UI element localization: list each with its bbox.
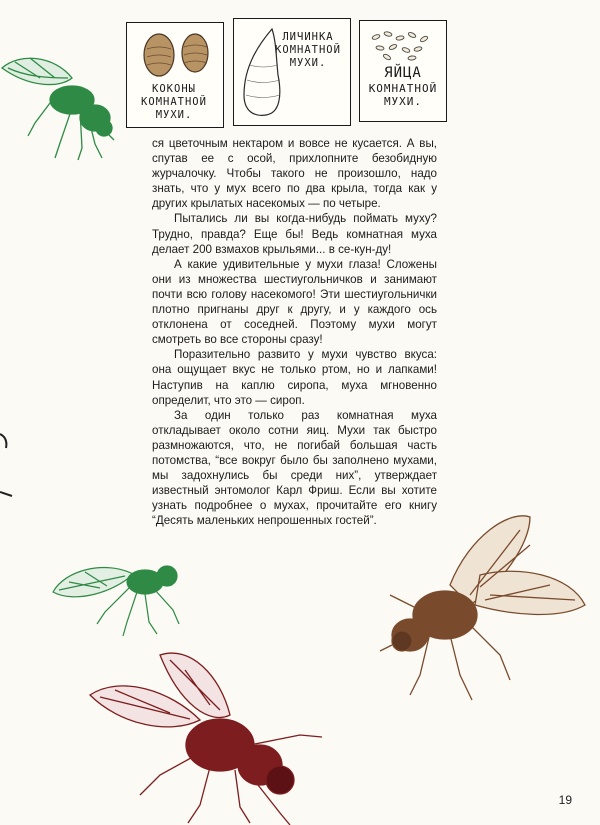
paragraph: Пытались ли вы когда-нибудь поймать муху? Трудно, правда? Еще бы! Ведь комнатная муха делает 200 взмахов крыльями... в се-кун-ду! xyxy=(152,212,437,256)
paragraph: Поразительно развито у мухи чувство вкуса: она ощущает вкус не только ртом, но и лапками! Наступив на каплю сиропа, муха мгновенно определит, что это — сироп. xyxy=(152,348,437,407)
cocoons-drawing xyxy=(137,31,215,81)
maroon-fly-illustration xyxy=(90,645,330,825)
brown-fly-illustration xyxy=(380,505,595,705)
eggs-caption-line: ЯЙЦА xyxy=(384,65,422,81)
larva-caption-line: ЛИЧИНКА xyxy=(282,31,334,43)
larva-caption-line: МУХИ. xyxy=(289,57,327,69)
cocoons-caption-line: КОМНАТНОЙ xyxy=(141,96,207,108)
page-number: 19 xyxy=(558,793,572,807)
larva-illustration-box xyxy=(233,18,351,126)
larva-caption-line: КОМНАТНОЙ xyxy=(275,44,341,56)
eggs-caption-line: КОМНАТНОЙ xyxy=(368,82,438,95)
eggs-illustration-box xyxy=(359,20,447,122)
paragraph: А какие удивительные у мухи глаза! Сложены они из множества шестиугольничков и занимают почти всю голову насекомого! Эти шестиугольнички плотно пригнаны друг к другу, и у каждого ось отклонена от соседней. Поэтому мухи могут смотреть во все стороны сразу! xyxy=(152,257,437,347)
cocoons-illustration-box xyxy=(126,22,224,128)
eggs-caption-line: МУХИ. xyxy=(383,95,423,108)
green-fly-illustration-middle xyxy=(45,552,185,642)
edge-marks xyxy=(0,430,14,500)
paragraph: ся цветочным нектаром и вовсе не кусается. А вы, спутав ее с осой, прихлопните безобидную журчалочку. Чтобы такого не произошло, надо знать, что у мух всего по два крыла, тогда как у других крылатых насекомых — по четыре. xyxy=(152,137,437,211)
eggs-drawing xyxy=(366,29,436,61)
paragraph: За один только раз комнатная муха откладывает около сотни яиц. Мухи так быстро размножаются, что, не погибай большая часть потомства, “все вокруг было бы заполнено мухами, мы задохнулись бы среди них”, утверждает известный энтомолог Карл Фриш. Если вы хотите узнать подробнее о мухах, прочитайте его книгу “Десять маленьких непрошенных гостей”. xyxy=(152,408,437,528)
green-fly-illustration-top xyxy=(0,48,130,163)
cocoons-caption-line: МУХИ. xyxy=(155,109,193,121)
article-body xyxy=(152,136,437,528)
cocoons-caption-line: КОКОНЫ xyxy=(152,83,196,95)
